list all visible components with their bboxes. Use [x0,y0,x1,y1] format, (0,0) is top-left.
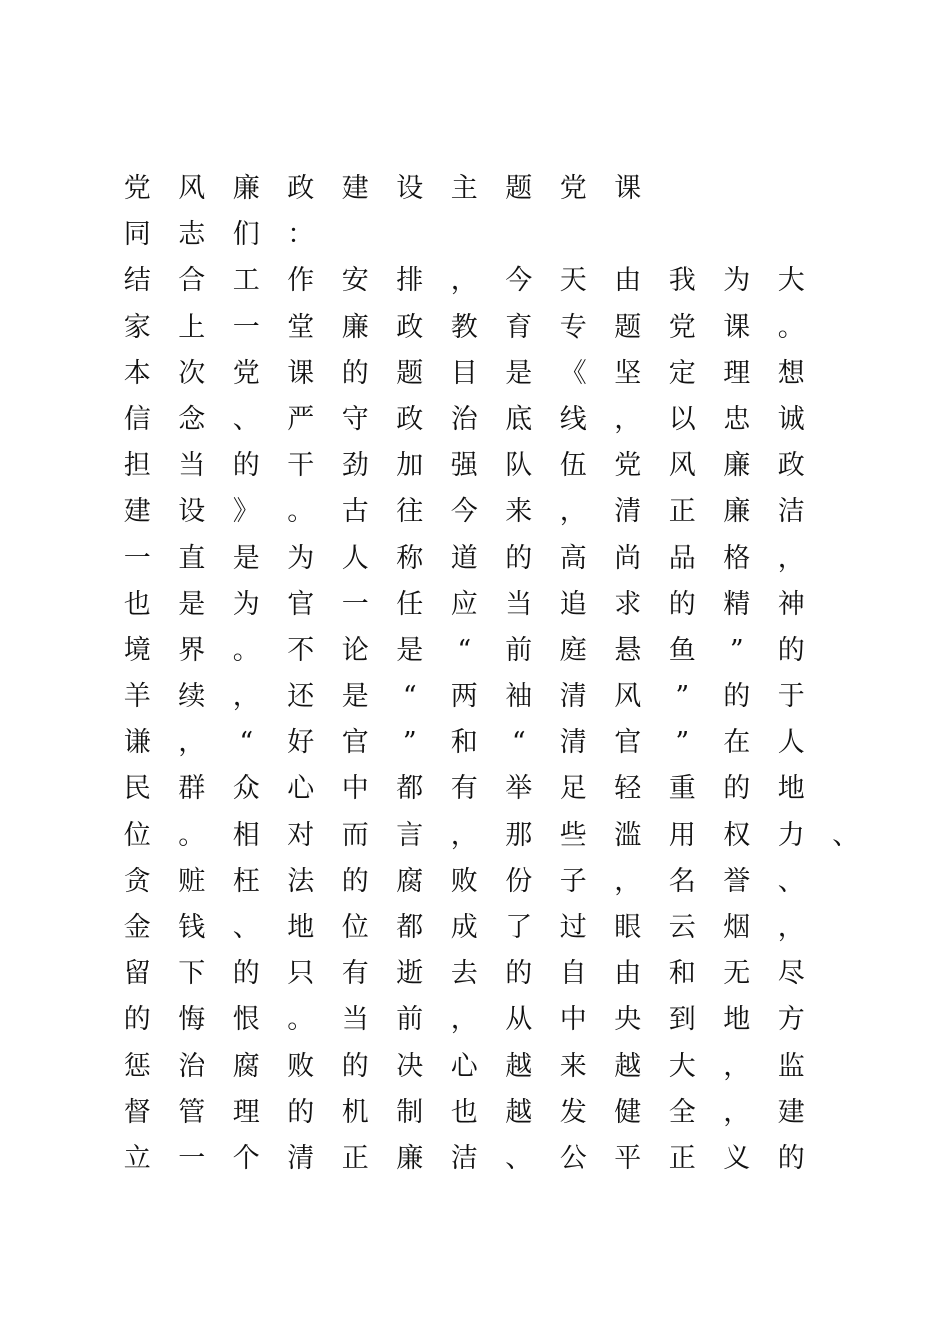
text-char: 还 [287,681,315,713]
text-char: 鱼 [668,634,696,666]
text-char: 课 [614,173,642,204]
text-char: 的 [287,1096,315,1128]
text-char: 由 [614,265,642,297]
text-char: 一 [178,1142,206,1174]
text-char: 强 [450,450,478,482]
text-char: 悬 [614,634,642,666]
text-char: 忠 [723,403,751,435]
text-char: 设 [178,496,206,528]
text-char: 清 [614,496,642,528]
text-char: 廉 [723,496,751,528]
text-char: 对 [287,819,315,851]
text-char: 决 [396,1050,424,1082]
text-char: 全 [668,1096,696,1128]
text-char: 枉 [232,865,260,897]
text-char: 。 [232,634,260,666]
text-char: 都 [396,912,424,943]
text-char: 、 [232,403,260,435]
text-char: 理 [723,357,751,389]
text-char: 败 [450,865,478,897]
text-char: 下 [178,958,206,990]
text-char: 廉 [232,173,260,204]
text-char: 众 [232,773,260,805]
text-char: 诚 [777,403,805,435]
text-char: 正 [668,496,696,528]
text-char: 坚 [614,357,642,389]
text-char: 滥 [614,819,642,851]
text-char: 目 [450,357,478,389]
text-char: ， [232,681,260,713]
paragraph-line [110,1044,870,1090]
text-char: 洁 [450,1142,478,1174]
text-char: 风 [668,450,696,482]
text-char: 为 [232,588,260,620]
salutation [110,212,870,258]
text-char: ” [729,634,744,666]
text-char: 的 [341,865,369,897]
text-char: 正 [668,1142,696,1174]
text-char: 安 [341,265,369,297]
text-char: 在 [723,727,751,759]
text-char: 过 [559,912,587,943]
text-char: 以 [668,403,696,435]
text-char: 只 [287,958,315,990]
text-char: 建 [123,496,151,528]
text-char: 设 [396,173,424,204]
text-char: 恨 [232,1004,260,1036]
text-char: “ [457,634,472,666]
text-char: ， [614,865,642,897]
text-char: 堂 [287,311,315,343]
paragraph-line [110,443,870,489]
text-char: 。 [287,496,315,528]
text-char: 有 [341,958,369,990]
text-char: 官 [287,588,315,620]
text-char: 当 [341,1004,369,1036]
text-char: 大 [668,1050,696,1082]
text-char: 工 [232,265,260,297]
text-char: 《 [559,357,587,389]
text-char: 的 [232,958,260,990]
text-char: 题 [396,357,424,389]
text-char: 。 [777,311,805,343]
text-char: 有 [450,773,478,805]
paragraph-line [110,766,870,812]
text-char: 党 [232,357,260,389]
text-char: 境 [123,634,151,666]
text-char: “ [511,727,526,759]
text-char: 当 [505,588,533,620]
text-char: 的 [668,588,696,620]
text-char: ” [402,727,417,759]
text-char: 用 [668,819,696,851]
text-char: 政 [396,311,424,343]
text-char: 当 [178,450,206,482]
text-char: 眼 [614,912,642,943]
text-char: 是 [396,634,424,666]
text-char: 担 [123,450,151,482]
text-char: 个 [232,1142,260,1174]
text-char: 定 [668,357,696,389]
text-char: ， [723,1096,751,1128]
text-char: 了 [505,912,533,943]
text-char: 、 [832,819,860,851]
text-char: 理 [232,1096,260,1128]
text-char: 课 [287,357,315,389]
text-char: 份 [505,865,533,897]
paragraph-line [110,1090,870,1136]
text-char: 一 [123,542,151,574]
text-char: 监 [777,1050,805,1082]
text-char: 地 [287,912,315,943]
text-char: 洁 [777,496,805,528]
text-char: 、 [232,912,260,943]
text-char: 而 [341,819,369,851]
text-char: 轻 [614,773,642,805]
text-char: 相 [232,819,260,851]
text-char: 。 [178,819,206,851]
text-char: 些 [559,819,587,851]
text-char: 的 [777,634,805,666]
text-char: 为 [287,542,315,574]
text-char: 今 [450,496,478,528]
text-char: 地 [777,773,805,805]
text-char: 管 [178,1096,206,1128]
text-char: 我 [668,265,696,297]
text-char: 道 [450,542,478,574]
text-char: 的 [723,773,751,805]
text-char: 称 [396,542,424,574]
text-char: 廉 [723,450,751,482]
text-char: 党 [123,173,151,204]
text-char: 中 [341,773,369,805]
text-char: 庭 [559,634,587,666]
text-char: 大 [777,265,805,297]
text-char: 腐 [396,865,424,897]
text-char: 金 [123,912,151,943]
text-char: 党 [559,173,587,204]
paragraph-line [110,258,870,304]
text-char: 治 [178,1050,206,1082]
text-char: 往 [396,496,424,528]
text-char: 队 [505,450,533,482]
text-char: 的 [505,958,533,990]
paragraph-line [110,674,870,720]
text-char: 续 [178,681,206,713]
text-char: 的 [777,1142,805,1174]
text-char: 本 [123,357,151,389]
text-char: 公 [559,1142,587,1174]
text-char: 官 [341,727,369,759]
text-char: 民 [123,773,151,805]
text-char: 不 [287,634,315,666]
text-char: 教 [450,311,478,343]
text-char: 都 [396,773,424,805]
text-char: 线 [559,403,587,435]
text-char: 和 [668,958,696,990]
text-char: 结 [123,265,151,297]
text-char: 也 [450,1096,478,1128]
text-char: 赃 [178,865,206,897]
text-char: 、 [505,1142,533,1174]
text-char: 是 [505,357,533,389]
body-text [110,166,870,1182]
text-char: 课 [723,311,751,343]
text-char: 一 [232,311,260,343]
text-char: 清 [287,1142,315,1174]
text-char: 尽 [777,958,805,990]
text-char: 越 [505,1096,533,1128]
text-char: ， [723,1050,751,1082]
text-char: 发 [559,1096,587,1128]
text-char: 精 [723,588,751,620]
text-char: 那 [505,819,533,851]
text-char: 由 [614,958,642,990]
text-char: 同 [123,219,151,251]
paragraph-line [110,582,870,628]
text-char: 平 [614,1142,642,1174]
text-char: 干 [287,450,315,482]
text-char: 央 [614,1004,642,1036]
text-char: 尚 [614,542,642,574]
text-char: 举 [505,773,533,805]
text-char: 的 [341,357,369,389]
text-char: 神 [777,588,805,620]
paragraph-line [110,905,870,951]
text-char: 求 [614,588,642,620]
text-char: 政 [777,450,805,482]
text-char: 自 [559,958,587,990]
text-char: 直 [178,542,206,574]
text-char: 清 [559,727,587,759]
text-char: 们 [232,219,260,251]
document-title [110,166,870,212]
text-char: 来 [505,496,533,528]
text-char: 也 [123,588,151,620]
text-char: 法 [287,865,315,897]
text-char: 党 [614,450,642,482]
text-char: “ [239,727,254,759]
text-char: 品 [668,542,696,574]
text-char: 今 [505,265,533,297]
text-char: 地 [723,1004,751,1036]
text-char: 伍 [559,450,587,482]
text-char: 心 [287,773,315,805]
text-char: 信 [123,403,151,435]
text-char: 贪 [123,865,151,897]
text-char: 。 [287,1004,315,1036]
text-char: 袖 [505,681,533,713]
text-char: 健 [614,1096,642,1128]
text-char: ： [287,219,315,251]
text-char: 言 [396,819,424,851]
text-char: 廉 [341,311,369,343]
paragraph-line [110,397,870,443]
text-char: 群 [178,773,206,805]
text-char: 子 [559,865,587,897]
text-char: “ [402,681,417,713]
text-char: 好 [287,727,315,759]
text-char: 中 [559,1004,587,1036]
text-char: 任 [396,588,424,620]
text-char: ， [614,403,642,435]
text-char: 的 [232,450,260,482]
text-char: 念 [178,403,206,435]
text-char: 位 [341,912,369,943]
text-char: 风 [178,173,206,204]
paragraph-line [110,351,870,397]
paragraph-line [110,859,870,905]
paragraph-line [110,813,870,859]
text-char: 清 [559,681,587,713]
text-char: 无 [723,958,751,990]
text-char: 治 [450,403,478,435]
text-char: 败 [287,1050,315,1082]
text-char: 上 [178,311,206,343]
text-char: 天 [559,265,587,297]
text-char: 严 [287,403,315,435]
paragraph-line [110,997,870,1043]
text-char: 次 [178,357,206,389]
paragraph-line [110,951,870,997]
text-char: 底 [505,403,533,435]
text-char: 风 [614,681,642,713]
text-char: 越 [614,1050,642,1082]
text-char: 足 [559,773,587,805]
text-char: 题 [614,311,642,343]
text-char: 前 [396,1004,424,1036]
text-char: 钱 [178,912,206,943]
text-char: 立 [123,1142,151,1174]
text-char: 廉 [396,1142,424,1174]
text-char: 义 [723,1142,751,1174]
paragraph-line [110,536,870,582]
paragraph-line [110,1136,870,1182]
text-char: 论 [341,634,369,666]
text-char: 官 [614,727,642,759]
text-char: 守 [341,403,369,435]
text-char: 的 [341,1050,369,1082]
text-char: 的 [505,542,533,574]
text-char: 劲 [341,450,369,482]
text-char: 高 [559,542,587,574]
text-char: 专 [559,311,587,343]
paragraph-line [110,720,870,766]
text-char: 建 [777,1096,805,1128]
text-char: 题 [505,173,533,204]
text-char: ， [559,496,587,528]
text-char: 主 [450,173,478,204]
text-char: 应 [450,588,478,620]
text-char: 悔 [178,1004,206,1036]
text-char: ” [675,727,690,759]
text-char: 惩 [123,1050,151,1082]
text-char: 成 [450,912,478,943]
paragraph-line [110,305,870,351]
text-char: ， [450,819,478,851]
text-char: 一 [341,588,369,620]
text-char: 谦 [123,727,151,759]
text-char: 位 [123,819,151,851]
text-char: 逝 [396,958,424,990]
text-char: 政 [396,403,424,435]
text-char: 羊 [123,681,151,713]
text-char: 家 [123,311,151,343]
text-char: 、 [777,865,805,897]
text-char: 制 [396,1096,424,1128]
text-char: 权 [723,819,751,851]
text-char: 来 [559,1050,587,1082]
text-char: 到 [668,1004,696,1036]
text-char: 正 [341,1142,369,1174]
text-char: 》 [232,496,260,528]
text-char: 力 [777,819,805,851]
text-char: 界 [178,634,206,666]
text-char: 重 [668,773,696,805]
text-char: 誉 [723,865,751,897]
text-char: 的 [123,1004,151,1036]
text-char: 政 [287,173,315,204]
text-char: ， [777,542,805,574]
text-char: 党 [668,311,696,343]
text-char: 烟 [723,912,751,943]
text-char: ， [178,727,206,759]
text-char: 作 [287,265,315,297]
text-char: 前 [505,634,533,666]
text-char: 古 [341,496,369,528]
text-char: 人 [341,542,369,574]
text-char: 建 [341,173,369,204]
text-char: ， [777,912,805,943]
text-char: 加 [396,450,424,482]
text-char: 是 [232,542,260,574]
text-char: 格 [723,542,751,574]
text-char: 于 [777,681,805,713]
text-char: ” [675,681,690,713]
text-char: 督 [123,1096,151,1128]
text-char: 合 [178,265,206,297]
text-char: 育 [505,311,533,343]
text-char: 人 [777,727,805,759]
text-char: 从 [505,1004,533,1036]
text-char: 和 [450,727,478,759]
text-char: 是 [178,588,206,620]
text-char: 名 [668,865,696,897]
paragraph-line [110,628,870,674]
text-char: 想 [777,357,805,389]
text-char: 是 [341,681,369,713]
text-char: 机 [341,1096,369,1128]
text-char: 方 [777,1004,805,1036]
text-char: 志 [178,219,206,251]
text-char: 两 [450,681,478,713]
paragraph-line [110,489,870,535]
text-char: 心 [450,1050,478,1082]
text-char: ， [450,265,478,297]
text-char: 留 [123,958,151,990]
text-char: 的 [723,681,751,713]
text-char: 为 [723,265,751,297]
text-char: 腐 [232,1050,260,1082]
text-char: 越 [505,1050,533,1082]
text-char: 去 [450,958,478,990]
text-char: ， [450,1004,478,1036]
text-char: 追 [559,588,587,620]
text-char: 云 [668,912,696,943]
text-char: 排 [396,265,424,297]
